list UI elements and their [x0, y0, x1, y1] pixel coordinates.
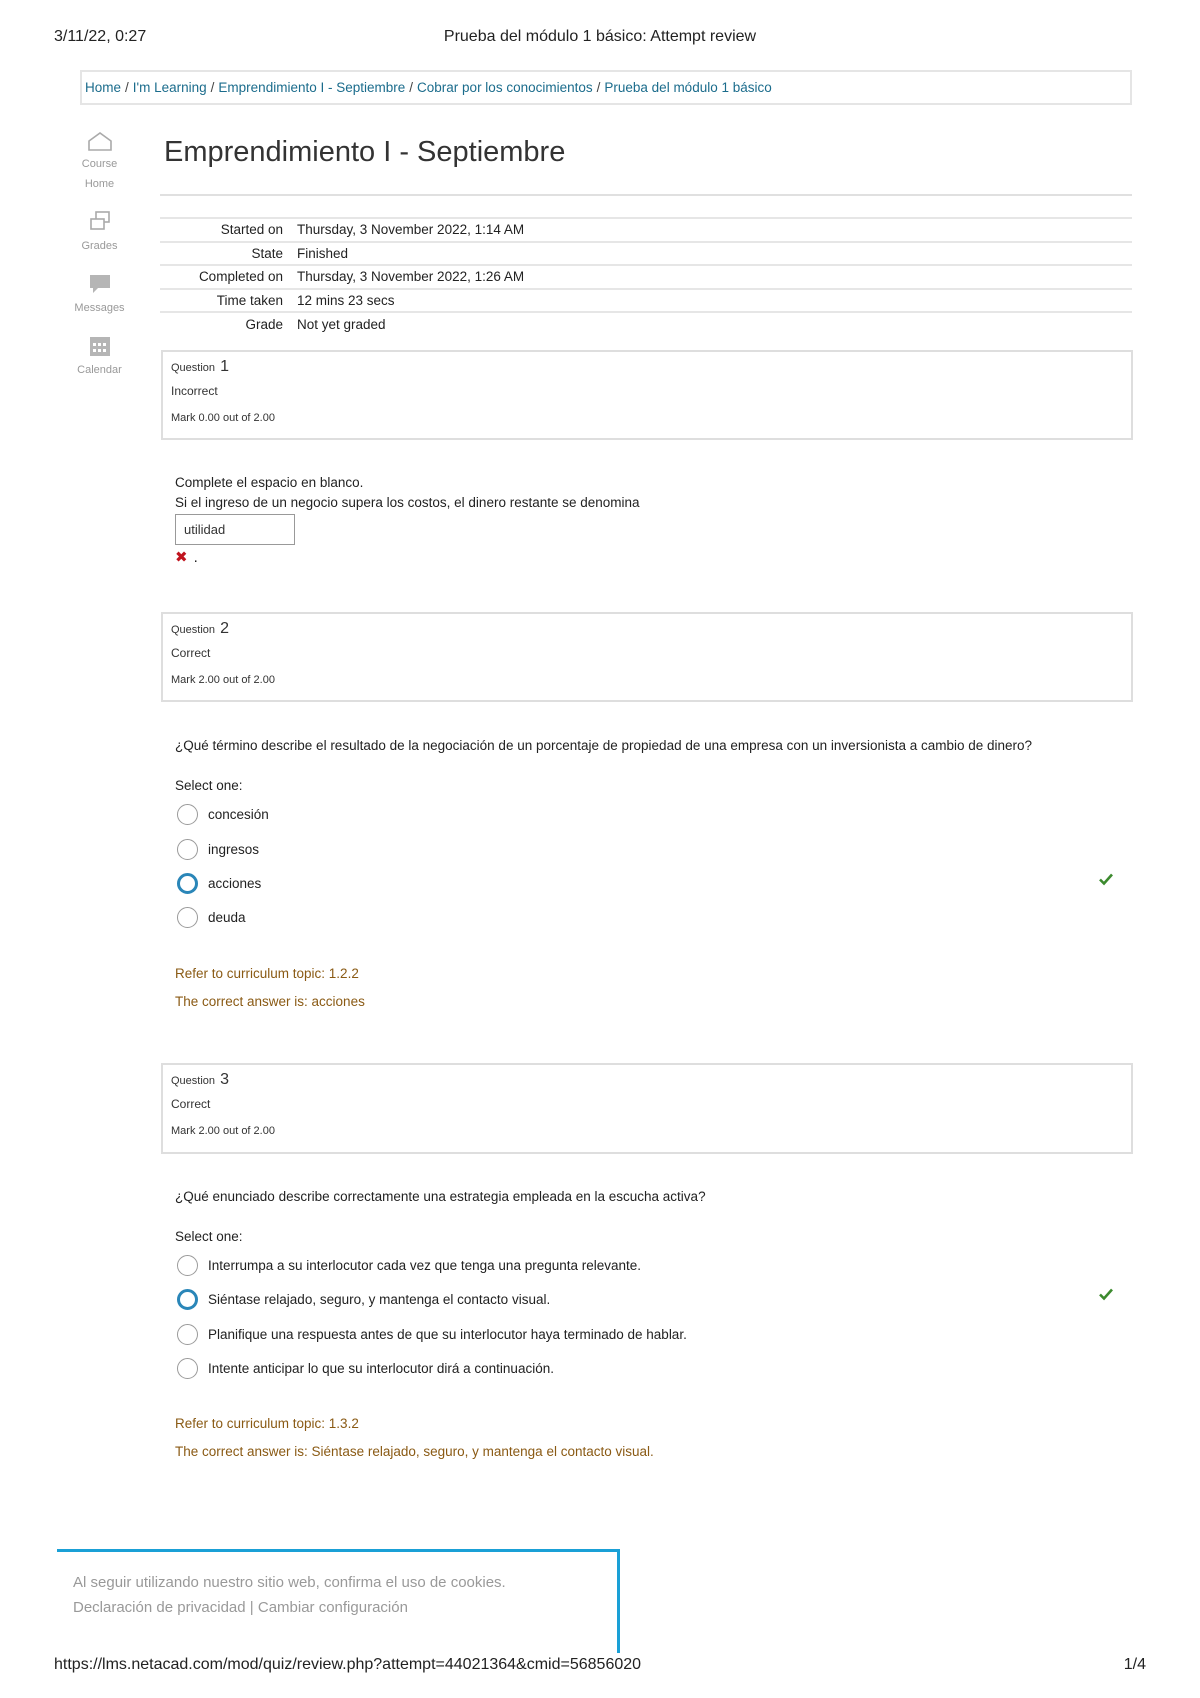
option-label: Interrumpa a su interlocutor cada vez que tenga una pregunta relevante. — [208, 1257, 642, 1273]
option-interrumpa[interactable] — [177, 1254, 641, 1276]
summary-value: Thursday, 3 November 2022, 1:14 AM — [297, 222, 525, 238]
page-number: 1/4 — [1123, 1656, 1146, 1673]
question-state: Incorrect — [171, 384, 218, 398]
calendar-icon — [87, 334, 113, 358]
option-deuda[interactable] — [177, 906, 246, 928]
link-divider: | — [249, 1599, 254, 1616]
question-3-text: ¿Qué enunciado describe correctamente una estrategia empleada en la escucha activa? — [175, 1189, 706, 1204]
summary-label: State — [251, 245, 283, 261]
option-label: ingresos — [208, 841, 260, 857]
option-sientase[interactable] — [177, 1288, 550, 1310]
option-acciones[interactable] — [177, 872, 261, 894]
radio-button[interactable] — [177, 907, 198, 928]
answer-input[interactable]: utilidad — [175, 514, 295, 545]
side-nav-messages[interactable] — [62, 272, 137, 318]
question-number — [171, 620, 1123, 638]
correct-check-icon — [1098, 1286, 1114, 1302]
side-nav-calendar-label: Calendar — [77, 364, 122, 376]
cookie-message: Al seguir utilizando nuestro sitio web, confirma el uso de cookies. — [73, 1574, 506, 1591]
page-title: Emprendimiento I - Septiembre — [164, 136, 566, 168]
cookie-banner — [57, 1549, 620, 1653]
side-nav-grades-label: Grades — [81, 240, 118, 252]
select-one-label: Select one: — [175, 1229, 243, 1244]
breadcrumb-separator: / — [125, 80, 129, 95]
curriculum-topic: Refer to curriculum topic: 1.2.2 — [175, 966, 359, 981]
radio-button-selected[interactable] — [177, 1289, 198, 1310]
option-ingresos[interactable] — [177, 838, 259, 860]
summary-row-completed — [160, 265, 1132, 289]
side-nav-course-home[interactable] — [62, 130, 137, 194]
breadcrumb-separator: / — [409, 80, 414, 95]
summary-row-started — [160, 218, 1132, 242]
home-icon — [87, 130, 113, 152]
question-2-info — [161, 612, 1133, 702]
option-label: Planifique una respuesta antes de que su interlocutor haya terminado de hablar. — [208, 1326, 687, 1342]
incorrect-icon — [175, 548, 198, 566]
breadcrumb-separator: / — [210, 80, 215, 95]
question-2-text: ¿Qué término describe el resultado de la negociación de un porcentaje de propiedad de una empresa con un inversionista a cambio de dinero? — [175, 738, 1033, 753]
radio-button[interactable] — [177, 1324, 198, 1345]
question-state: Correct — [171, 646, 211, 660]
question-number-value: 3 — [220, 1071, 229, 1088]
side-nav-calendar[interactable] — [62, 334, 137, 380]
option-label: Siéntase relajado, seguro, y mantenga el contacto visual. — [208, 1291, 551, 1307]
breadcrumb-section[interactable]: Cobrar por los conocimientos — [417, 80, 593, 95]
radio-button[interactable] — [177, 1255, 198, 1276]
summary-value: Not yet graded — [297, 316, 386, 332]
option-planifique[interactable] — [177, 1323, 687, 1345]
incorrect-symbol: ✖ — [175, 549, 188, 566]
summary-value: Thursday, 3 November 2022, 1:26 AM — [297, 269, 525, 285]
print-date: 3/11/22, 0:27 — [54, 28, 147, 45]
summary-value: Finished — [297, 245, 349, 261]
summary-label: Completed on — [198, 269, 283, 285]
radio-button[interactable] — [177, 804, 198, 825]
attempt-summary-table — [160, 217, 1132, 336]
summary-label: Grade — [245, 316, 283, 332]
question-1-text — [175, 473, 640, 513]
question-mark: Mark 2.00 out of 2.00 — [171, 674, 275, 686]
correct-check-icon — [1098, 871, 1114, 887]
summary-label: Started on — [220, 222, 283, 238]
print-url: https://lms.netacad.com/mod/quiz/review.php?attempt=44021364&cmid=56856020 — [54, 1656, 642, 1673]
curriculum-topic: Refer to curriculum topic: 1.3.2 — [175, 1416, 359, 1431]
question-label: Question — [171, 624, 216, 636]
breadcrumb-im-learning[interactable]: I'm Learning — [132, 80, 207, 95]
option-label: concesión — [208, 806, 269, 822]
privacy-link[interactable]: Declaración de privacidad — [73, 1599, 246, 1616]
radio-button-selected[interactable] — [177, 873, 198, 894]
question-number-value: 2 — [220, 620, 229, 637]
summary-value: 12 mins 23 secs — [297, 292, 395, 308]
radio-button[interactable] — [177, 1358, 198, 1379]
summary-row-state — [160, 242, 1132, 266]
summary-row-time-taken — [160, 289, 1132, 313]
option-label: deuda — [208, 909, 246, 925]
question-number — [171, 358, 1123, 376]
side-nav — [62, 130, 137, 396]
breadcrumb — [80, 70, 1132, 105]
print-title: Prueba del módulo 1 básico: Attempt review — [443, 28, 757, 45]
side-nav-grades[interactable] — [62, 210, 137, 256]
grades-icon — [87, 210, 113, 234]
question-3-info — [161, 1063, 1133, 1154]
option-concesion[interactable] — [177, 803, 269, 825]
breadcrumb-home[interactable]: Home — [85, 80, 122, 95]
question-mark: Mark 2.00 out of 2.00 — [171, 1125, 275, 1137]
question-label: Question — [171, 362, 216, 374]
option-label: Intente anticipar lo que su interlocutor dirá a continuación. — [208, 1360, 554, 1376]
question-text-line: Si el ingreso de un negocio supera los costos, el dinero restante se denomina — [175, 495, 640, 510]
select-one-label: Select one: — [175, 778, 243, 793]
summary-label: Time taken — [216, 292, 283, 308]
option-label: acciones — [208, 875, 262, 891]
question-mark: Mark 0.00 out of 2.00 — [171, 412, 275, 424]
breadcrumb-quiz[interactable]: Prueba del módulo 1 básico — [604, 80, 772, 95]
trailing-punctuation: . — [193, 549, 198, 566]
side-nav-course-home-label-2: Home — [84, 178, 115, 190]
message-icon — [87, 272, 113, 296]
breadcrumb-separator: / — [596, 80, 601, 95]
question-text-line: Complete el espacio en blanco. — [175, 475, 364, 490]
summary-row-grade — [160, 312, 1132, 336]
side-nav-course-home-label-1: Course — [81, 158, 118, 170]
print-header — [54, 28, 1146, 50]
question-number — [171, 1071, 1123, 1089]
question-number-value: 1 — [220, 358, 229, 375]
option-intente[interactable] — [177, 1357, 554, 1379]
side-nav-messages-label: Messages — [74, 302, 125, 314]
correct-answer-feedback: The correct answer is: Siéntase relajado, seguro, y mantenga el contacto visual. — [175, 1444, 654, 1459]
cookie-links — [73, 1595, 601, 1620]
cookie-settings-link[interactable]: Cambiar configuración — [257, 1599, 408, 1616]
question-1-info — [161, 350, 1133, 440]
question-label: Question — [171, 1075, 216, 1087]
radio-button[interactable] — [177, 839, 198, 860]
breadcrumb-course[interactable]: Emprendimiento I - Septiembre — [218, 80, 406, 95]
divider — [160, 194, 1132, 196]
question-state: Correct — [171, 1097, 211, 1111]
correct-answer-feedback: The correct answer is: acciones — [175, 994, 365, 1009]
